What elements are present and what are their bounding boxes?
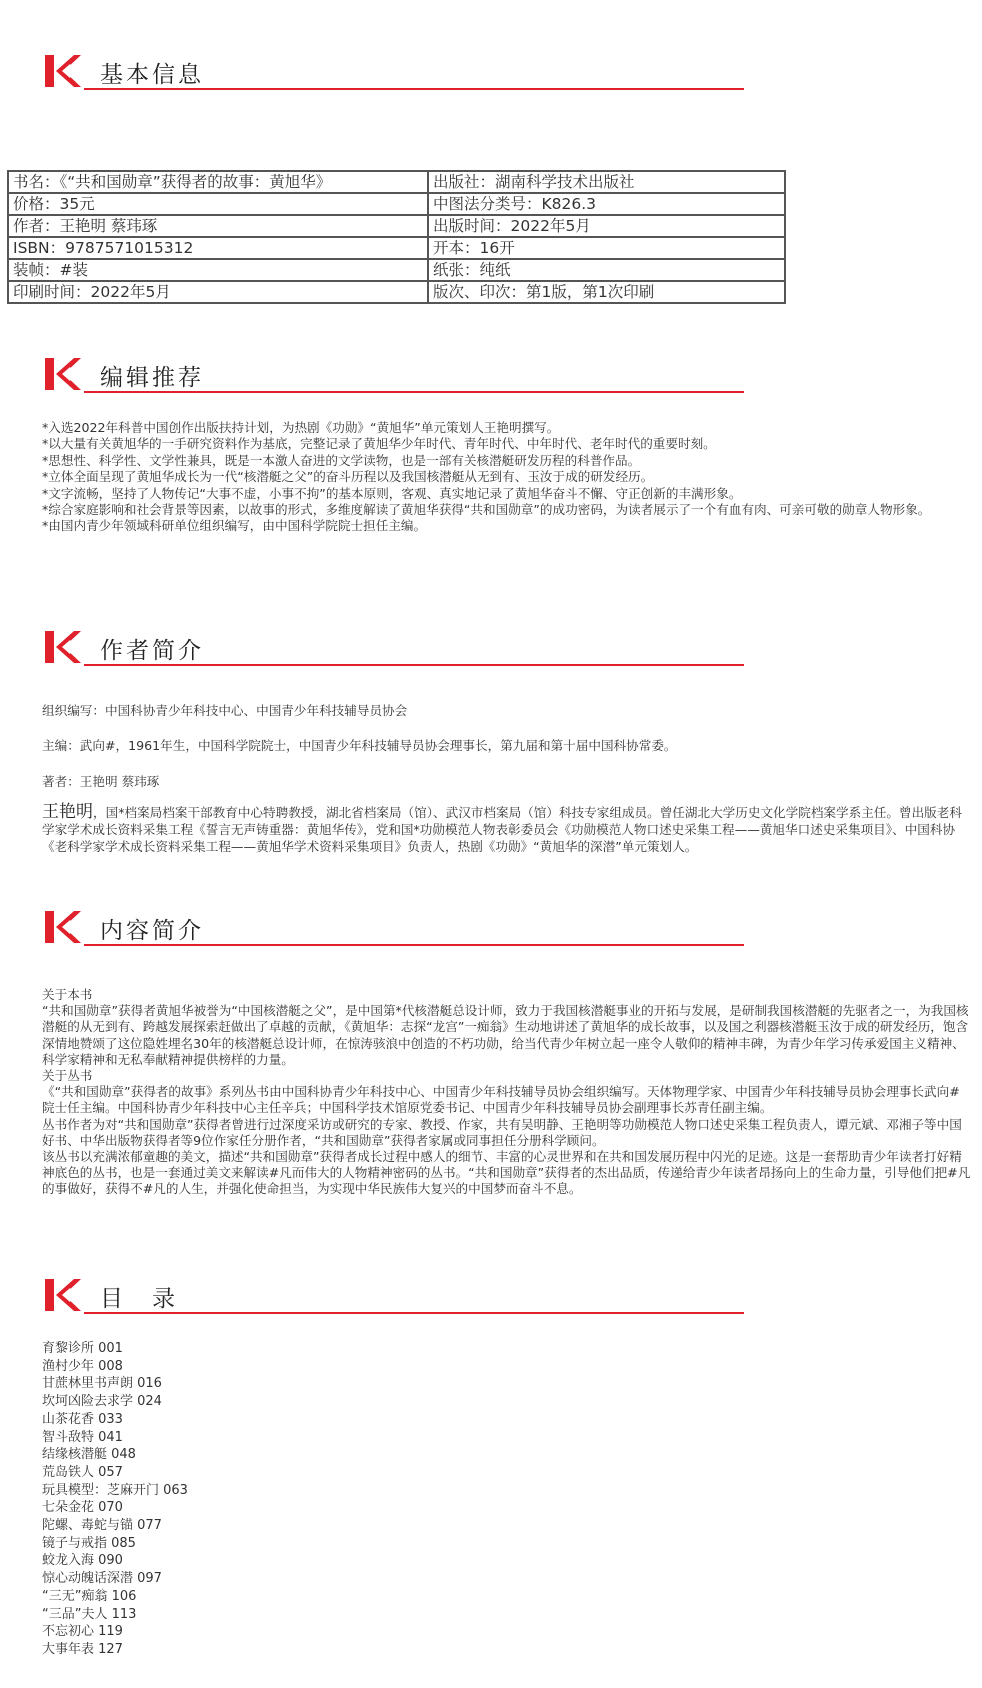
table-cell: 书名：《“共和国勋章”获得者的故事：黄旭华》	[8, 171, 428, 193]
section-divider	[84, 1312, 744, 1314]
section-toc	[44, 1276, 744, 1316]
table-cell: ISBN：9787571015312	[8, 237, 428, 259]
table-cell: 版次、印次：第1版，第1次印刷	[428, 281, 785, 303]
section-divider	[84, 391, 744, 393]
author-bio	[42, 804, 972, 855]
author-bio-text: ，国*档案局档案干部教育中心特聘教授，湖北省档案局（馆）、武汉市档案局（馆）科技专家组成员。曾任湖北大学历史文化学院档案学系主任。曾出版老科学家学术成长资料采集工程《誓言无声铸重器：黄旭华传》，党和国*功勋模范人物表彰委员会《功勋模范人物口述史采集工程——黄旭华口述史采集项目》、中国科协《老科学家学术成长资料采集工程——黄旭华学术资料采集项目》负责人，热剧《功勋》“黄旭华的深潜”单元策划人。	[42, 805, 962, 854]
brand-k-logo-icon	[44, 54, 82, 88]
table-row	[8, 215, 785, 237]
table-cell: 作者：王艳明 蔡玮琢	[8, 215, 428, 237]
toc-item: 大事年表 127	[42, 1641, 123, 1657]
section-title: 目 录	[100, 1286, 178, 1312]
content-series-paragraph: 《“共和国勋章”获得者的故事》系列丛书由中国科协青少年科技中心、中国青少年科技辅导员协会组织编写。天体物理学家、中国青少年科技辅导员协会理事长武向#院士任主编。中国科协青少年科技中心主任辛兵；中国科学技术馆原党委书记、中国青少年科技辅导员协会副理事长苏青任副主编。	[42, 1084, 960, 1116]
toc-item: 甘蔗林里书声朗 016	[42, 1376, 162, 1392]
toc-list	[42, 1340, 972, 1659]
section-basic-info	[44, 52, 744, 92]
toc-item: “三品”夫人 113	[42, 1606, 137, 1622]
author-chief-editor: 主编：武向#，1961年生，中国科学院院士，中国青少年科技辅导员协会理事长，第九届和第十届中国科协常委。	[42, 738, 677, 753]
brand-k-logo-icon	[44, 357, 82, 391]
list-item: *以大量有关黄旭华的一手研究资料作为基底，完整记录了黄旭华少年时代、青年时代、中年时代、老年时代的重要时刻。	[42, 436, 716, 452]
table-cell: 装帧：#装	[8, 259, 428, 281]
toc-item: 坎坷凶险去求学 024	[42, 1394, 162, 1410]
content-book-text: “共和国勋章”获得者黄旭华被誉为“中国核潜艇之父”，是中国第*代核潜艇总设计师，致力于我国核潜艇事业的开拓与发展，是研制我国核潜艇的先驱者之一，为我国核潜艇的从无到有、跨越发展探索赶做出了卓越的贡献，《黄旭华：志探“龙宫”一痴翁》生动地讲述了黄旭华的成长故事，以及国之利器核潜艇玉汝于成的研发经历，饱含深情地赞颂了这位隐姓埋名30年的核潜艇总设计师，在惊涛骇浪中创造的不朽功勋，给当代青少年树立起一座令人敬仰的精神丰碑，为青少年学习传承爱国主义精神、科学家精神和无私奉献精神提供榜样的力量。	[42, 1003, 969, 1067]
brand-k-logo-icon	[44, 910, 82, 944]
section-divider	[84, 664, 744, 666]
toc-item: 惊心动魄话深潜 097	[42, 1571, 162, 1587]
brand-k-logo-icon	[44, 1278, 82, 1312]
author-bio-name: 王艳明	[42, 802, 93, 822]
toc-item: 陀螺、毒蛇与锚 077	[42, 1518, 162, 1534]
content-series-heading: 关于丛书	[42, 1068, 93, 1084]
list-item: *综合家庭影响和社会背景等因素，以故事的形式，多维度解读了黄旭华获得“共和国勋章”的成功密码，为读者展示了一个有血有肉、可亲可敬的勋章人物形象。	[42, 502, 931, 518]
table-cell: 价格：35元	[8, 193, 428, 215]
table-row	[8, 281, 785, 303]
table-cell: 印刷时间：2022年5月	[8, 281, 428, 303]
section-divider	[84, 88, 744, 90]
toc-item: 结缘核潜艇 048	[42, 1447, 136, 1463]
table-cell: 纸张：纯纸	[428, 259, 785, 281]
toc-item: 荒岛铁人 057	[42, 1464, 123, 1480]
table-row	[8, 259, 785, 281]
section-divider	[84, 944, 744, 946]
table-cell: 开本：16开	[428, 237, 785, 259]
content-series-paragraph: 丛书作者为对“共和国勋章”获得者曾进行过深度采访或研究的专家、教授、作家，共有吴明静、王艳明等功勋模范人物口述史采集工程负责人，谭元斌、邓湘子等中国好书、中华出版物获得者等9位作家任分册作者，“共和国勋章”获得者家属或同事担任分册科学顾问。	[42, 1116, 962, 1148]
toc-item: “三无”痴翁 106	[42, 1588, 137, 1604]
section-author	[44, 628, 744, 668]
toc-item: 七朵金花 070	[42, 1500, 123, 1516]
content-summary	[42, 987, 972, 1198]
list-item: *立体全面呈现了黄旭华成长为一代“核潜艇之父”的奋斗历程以及我国核潜艇从无到有、玉汝于成的研发经历。	[42, 469, 654, 485]
toc-item: 育黎诊所 001	[42, 1341, 123, 1356]
toc-item: 不忘初心 119	[42, 1624, 123, 1640]
toc-item: 智斗敌特 041	[42, 1429, 123, 1445]
list-item: *由国内青少年领域科研单位组织编写，由中国科学院院士担任主编。	[42, 518, 427, 534]
toc-item: 山茶花香 033	[42, 1411, 123, 1427]
content-book-heading: 关于本书	[42, 987, 93, 1002]
brand-k-logo-icon	[44, 630, 82, 664]
section-title: 编辑推荐	[100, 365, 204, 391]
toc-item: 镜子与戒指 085	[42, 1535, 136, 1551]
list-item: *文字流畅，坚持了人物传记“大事不虚，小事不拘”的基本原则，客观、真实地记录了黄旭华奋斗不懈、守正创新的丰满形象。	[42, 485, 742, 501]
book-info-table	[7, 170, 786, 304]
section-content	[44, 908, 744, 948]
list-item: *入选2022年科普中国创作出版扶持计划，为热剧《功勋》“黄旭华”单元策划人王艳明撰写。	[42, 420, 560, 435]
content-series-paragraph: 该丛书以充满浓郁童趣的美文，描述“共和国勋章”获得者成长过程中感人的细节、丰富的心灵世界和在共和国发展历程中闪光的足迹。这是一套帮助青少年读者打好精神底色的丛书，也是一套通过美文来解读#凡而伟大的人物精神密码的丛书。“共和国勋章”获得者的杰出品质，传递给青少年读者昂扬向上的生命力量，引导他们把#凡的事做好，获得不#凡的人生，并强化使命担当，为实现中华民族伟大复兴的中国梦而奋斗不息。	[42, 1149, 971, 1197]
section-editor-recommend	[44, 355, 744, 395]
section-title: 基本信息	[100, 62, 204, 88]
table-row	[8, 193, 785, 215]
toc-item: 蛟龙入海 090	[42, 1553, 123, 1569]
table-cell: 出版社：湖南科学技术出版社	[428, 171, 785, 193]
list-item: *思想性、科学性、文学性兼具，既是一本激人奋进的文学读物，也是一部有关核潜艇研发历程的科普作品。	[42, 452, 641, 468]
section-title: 作者简介	[100, 638, 204, 664]
table-row	[8, 237, 785, 259]
toc-item: 渔村少年 008	[42, 1358, 123, 1374]
section-title: 内容简介	[100, 918, 204, 944]
author-writers: 著者：王艳明 蔡玮琢	[42, 774, 160, 789]
table-cell: 中图法分类号：K826.3	[428, 193, 785, 215]
table-cell: 出版时间：2022年5月	[428, 215, 785, 237]
editor-recommend-list	[42, 420, 972, 535]
toc-item: 玩具模型：芝麻开门 063	[42, 1482, 188, 1498]
table-row	[8, 171, 785, 193]
author-org: 组织编写：中国科协青少年科技中心、中国青少年科技辅导员协会	[42, 703, 408, 718]
